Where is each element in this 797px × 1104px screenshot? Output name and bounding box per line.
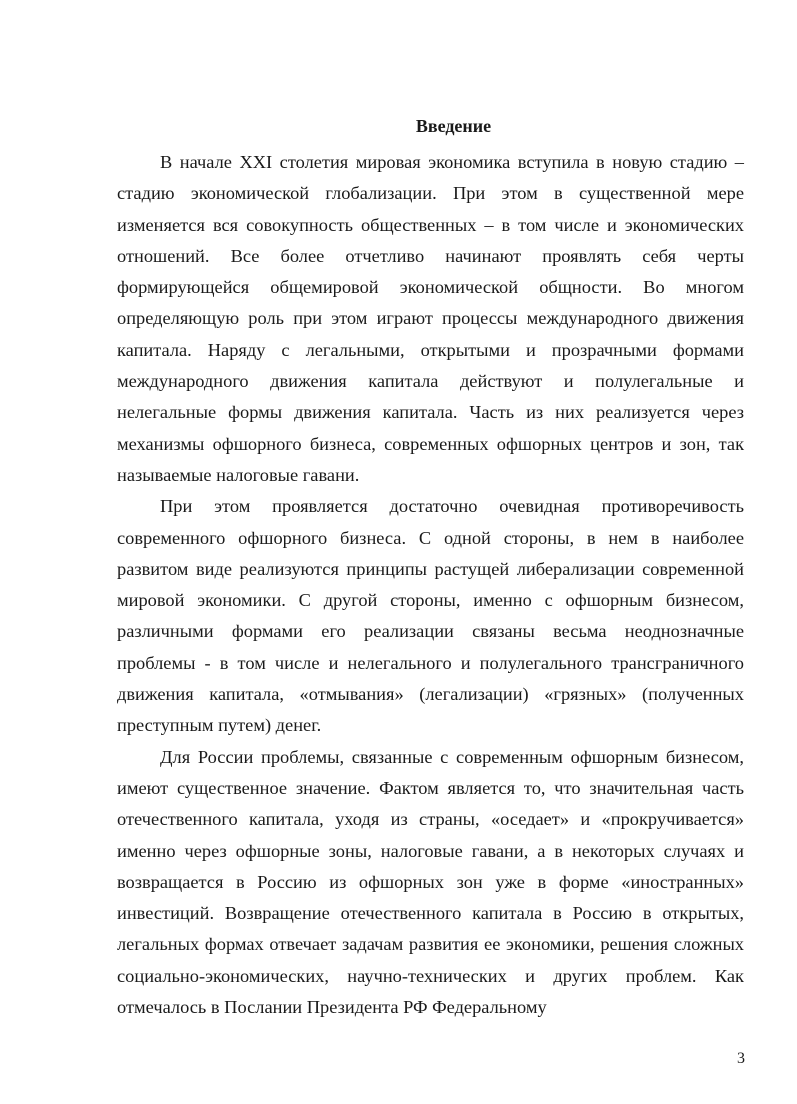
paragraph-1: В начале XXI столетия мировая экономика вступила в новую стадию – стадию экономической глобализации. При этом в существенной мере изменяется вся совокупность общественных – в том числе и экономических отношений. Все более отчетливо начинают проявлять себя черты формирующейся общемировой экономической общности. Во многом определяющую роль при этом играют процессы международного движения капитала. Наряду с легальными, открытыми и прозрачными формами международного движения капитала действуют и полулегальные и нелегальные формы движения капитала. Часть из них реализуется через механизмы офшорного бизнеса, современных офшорных центров и зон, так называемые налоговые гавани. (117, 152, 744, 485)
paragraph-2: При этом проявляется достаточно очевидная противоречивость современного офшорного бизнеса. С одной стороны, в нем в наиболее развитом виде реализуются принципы растущей либерализации современной мировой экономики. С другой стороны, именно с офшорным бизнесом, различными формами его реализации связаны весьма неоднозначные проблемы - в том числе и нелегального и полулегального трансграничного движения капитала, «отмывания» (легализации) «грязных» (полученных преступным путем) денег. (117, 496, 744, 736)
paragraph-3: Для России проблемы, связанные с современным офшорным бизнесом, имеют существенное значение. Фактом является то, что значительная часть отечественного капитала, уходя из страны, «оседает» и «прокручивается» именно через офшорные зоны, налоговые гавани, а в некоторых случаях и возвращается в Россию из офшорных зон уже в форме «иностранных» инвестиций. Возвращение отечественного капитала в Россию в открытых, легальных формах отвечает задачам развития ее экономики, решения сложных социально-экономических, научно-технических и других проблем. Как отмечалось в Послании Президента РФ Федеральному (117, 746, 744, 1018)
body-text (117, 147, 744, 1023)
page-number: 3 (737, 1050, 745, 1067)
page-title: Введение (415, 116, 492, 136)
